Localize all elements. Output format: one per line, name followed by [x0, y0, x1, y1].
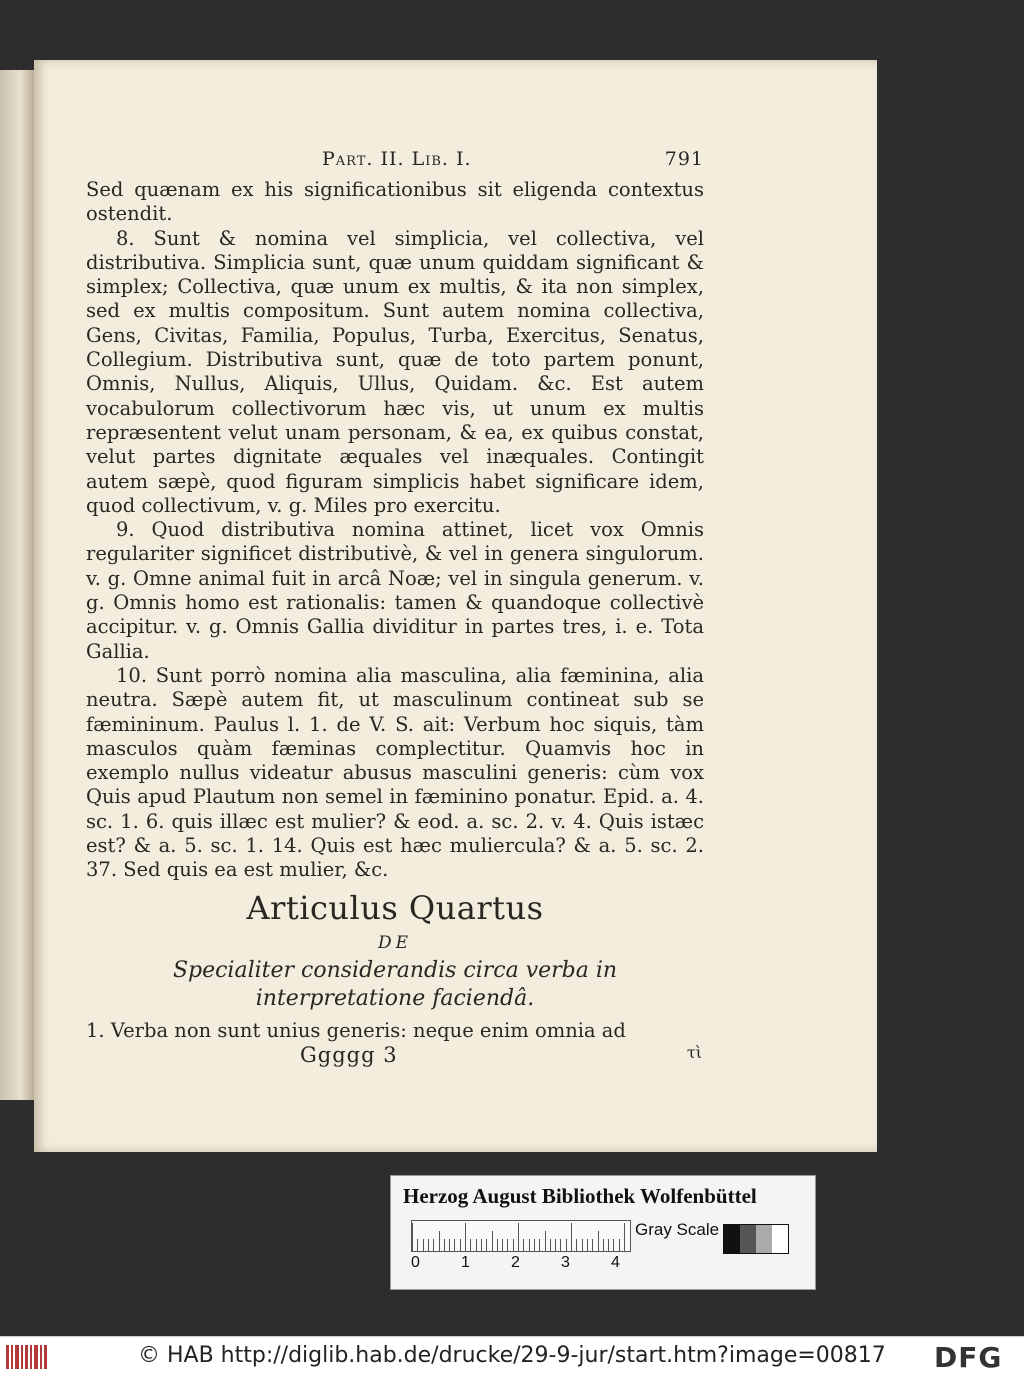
dfg-logo: DFG: [934, 1341, 1003, 1374]
section-heading-de: DE: [377, 932, 413, 953]
signature-line: [86, 1043, 704, 1071]
ruler-tick: [539, 1239, 540, 1251]
ruler-tick: [560, 1239, 561, 1251]
ruler-tick: [417, 1239, 418, 1251]
ruler-tick: [423, 1239, 424, 1251]
paragraph: 10. Sunt porrò nomina alia masculina, alia fæminina, alia neutra. Sæpè autem fit, ut masculinum contineat sub se fæmininum. Paulus l. 1. de V. S. ait: Verbum hoc siquis, tàm masculos quàm fæminas complectitur. Quamvis hoc in exemplo nullus videatur abusus masculini generis: cùm vox Quis apud Plautum non semel in fæminino ponatur. Epid. a. 4. sc. 1. 6. quis illæc est mulier? & eod. a. sc. 2. v. 4. Quis istæc est? & a. 5. sc. 1. 14. Quis est hæc muliercula? & a. 5. sc. 2. 37. Sed quis ea est mulier, &c.: [86, 663, 704, 882]
running-head: [86, 148, 704, 178]
ruler-tick: [454, 1239, 455, 1251]
ruler-tick: [518, 1223, 519, 1251]
grayscale-swatch: [740, 1225, 756, 1253]
footer-copyright-link[interactable]: © HAB http://diglib.hab.de/drucke/29-9-jur/start.htm?image=00817: [138, 1343, 886, 1368]
ruler-tick: [513, 1239, 514, 1251]
ruler-tick: [613, 1239, 614, 1251]
ruler-tick: [534, 1239, 535, 1251]
grayscale-swatch: [756, 1225, 772, 1253]
ruler-numbers: [405, 1254, 645, 1274]
last-line: 1. Verba non sunt unius generis: neque enim omnia ad: [86, 1018, 626, 1042]
ruler-tick: [492, 1231, 493, 1251]
signature-mark: Ggggg 3: [300, 1042, 398, 1067]
section-heading: Articulus Quartus: [246, 888, 544, 927]
paragraph: 9. Quod distributiva nomina attinet, licet vox Omnis regulariter significet distributivè, & vel in genera singulorum. v. g. Omne animal fuit in arcâ Noæ; vel in singula generum. v. g. Omnis homo est rationalis: tamen & quandoque collectivè accipitur. v. g. Omnis Gallia dividitur in partes tres, i. e. Tota Gallia.: [86, 518, 704, 663]
paragraph: Sed quænam ex his significationibus sit eligenda contextus ostendit.: [86, 178, 704, 226]
ruler-tick: [566, 1239, 567, 1251]
barcode-icon: [6, 1343, 48, 1371]
ruler-number: 3: [561, 1254, 570, 1271]
ruler-tick: [545, 1231, 546, 1251]
ruler-tick: [428, 1239, 429, 1251]
left-page-edge: [0, 70, 34, 1100]
body-text: [86, 178, 704, 883]
footer-bar: [0, 1336, 1024, 1377]
ruler-tick: [412, 1223, 413, 1251]
ruler-tick: [486, 1239, 487, 1251]
ruler-number: 1: [461, 1254, 470, 1271]
ruler-tick: [587, 1239, 588, 1251]
catchword: τὶ: [686, 1042, 702, 1062]
ruler-tick: [470, 1239, 471, 1251]
ruler-tick: [582, 1239, 583, 1251]
ruler-tick: [608, 1239, 609, 1251]
ruler-tick: [571, 1223, 572, 1251]
grayscale-swatch: [772, 1225, 788, 1253]
ruler-tick: [598, 1231, 599, 1251]
ruler-tick: [465, 1223, 466, 1251]
ruler-tick: [619, 1239, 620, 1251]
ruler-tick: [476, 1239, 477, 1251]
paragraph: 8. Sunt & nomina vel simplicia, vel collectiva, vel distributiva. Simplicia sunt, quæ unum quiddam significant & simplex; Collectiva, quæ unum ex multis, & ita non simplex, sed ex multis compositum. Sunt autem nomina collectiva, Gens, Civitas, Familia, Populus, Turba, Exercitus, Senatus, Collegium. Distributiva sunt, quæ de toto partem ponunt, Omnis, Nullus, Aliquis, Ullus, Quidam. &c. Est autem vocabulorum collectivorum hæc vis, ut unum ex multis repræsentent velut unam personam, & ea, ex quibus constat, velut partes dignitate æquales vel inæquales. Contingit autem sæpè, quod figuram simplicis habet significare idem, quod collectivum, v. g. Miles pro exercitu.: [86, 226, 704, 517]
ruler-tick: [497, 1239, 498, 1251]
ruler-number: 4: [611, 1254, 620, 1271]
library-color-scale-label: [390, 1175, 816, 1290]
subheading-line: Specialiter considerandis circa verba in: [172, 957, 618, 983]
ruler-tick: [460, 1239, 461, 1251]
ruler-tick: [555, 1239, 556, 1251]
ruler-tick: [433, 1239, 434, 1251]
ruler-tick: [624, 1223, 625, 1251]
ruler-tick: [444, 1239, 445, 1251]
section-subheading: [86, 957, 704, 1013]
ruler-tick: [603, 1239, 604, 1251]
book-page: [34, 60, 877, 1152]
scale-ruler: [411, 1220, 631, 1252]
ruler-tick: [523, 1239, 524, 1251]
grayscale-bar: [723, 1224, 789, 1254]
subheading-line: interpretatione faciendâ.: [255, 985, 535, 1011]
ruler-tick: [576, 1239, 577, 1251]
ruler-tick: [439, 1231, 440, 1251]
ruler-tick: [507, 1239, 508, 1251]
ruler-tick: [529, 1239, 530, 1251]
ruler-tick: [449, 1239, 450, 1251]
ruler-number: 2: [511, 1254, 520, 1271]
ruler-number: 0: [411, 1254, 420, 1271]
page-number: 791: [664, 148, 704, 170]
ruler-tick: [592, 1239, 593, 1251]
library-name: Herzog August Bibliothek Wolfenbüttel: [403, 1184, 757, 1208]
ruler-tick: [481, 1239, 482, 1251]
running-head-title: Part. II. Lib. I.: [322, 148, 472, 170]
ruler-tick: [502, 1239, 503, 1251]
ruler-tick: [550, 1239, 551, 1251]
grayscale-label: Gray Scale: [635, 1220, 720, 1239]
page-text: [86, 148, 704, 1071]
grayscale-swatch: [724, 1225, 740, 1253]
